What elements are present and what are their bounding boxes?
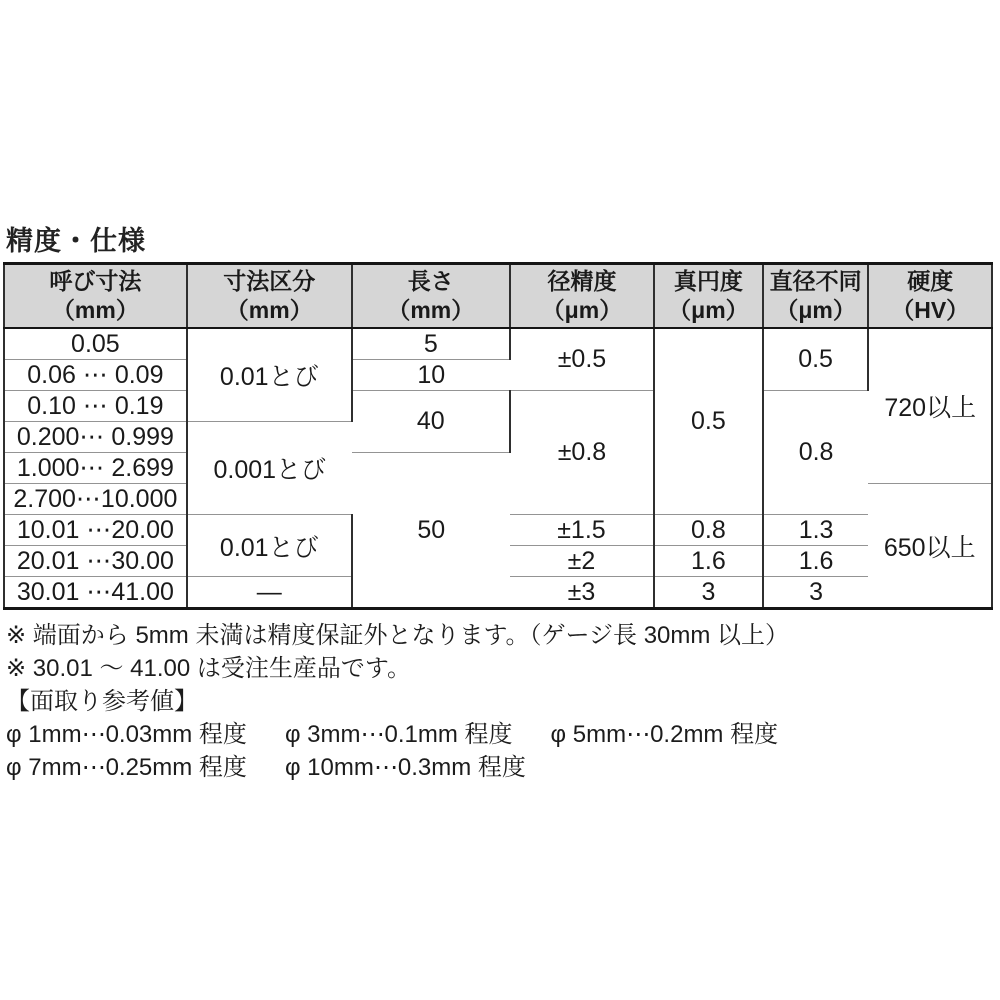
table-cell: 1.000⋯ 2.699 [4, 453, 187, 484]
note-accuracy-guarantee: ※ 端面から 5mm 未満は精度保証外となります。（ゲージ長 30mm 以上） [6, 622, 790, 649]
table-header-cell: 直径不同 （μm） [763, 264, 869, 329]
table-cell: 0.8 [763, 391, 869, 515]
table-cell: 0.01とび [187, 328, 352, 422]
table-cell: 1.6 [654, 546, 763, 577]
table-cell: 0.001とび [187, 422, 352, 515]
spec-table-body [4, 328, 992, 609]
notes-block [6, 619, 994, 784]
table-cell: ±3 [510, 577, 654, 609]
table-cell: 650以上 [868, 484, 992, 609]
table-cell: 0.8 [654, 515, 763, 546]
chamfer-line-1 [6, 718, 994, 751]
table-header-cell: 硬度 （HV） [868, 264, 992, 329]
table-cell: — [187, 577, 352, 609]
table-cell: 0.5 [763, 328, 869, 391]
table-cell: 50 [352, 453, 510, 609]
table-cell: ±0.5 [510, 328, 654, 391]
table-header-row [4, 264, 992, 329]
table-cell: 0.200⋯ 0.999 [4, 422, 187, 453]
chamfer-line-2 [6, 751, 994, 784]
table-cell: 10 [352, 360, 510, 391]
table-header-cell: 真円度 （μm） [654, 264, 763, 329]
chamfer-item: φ 10mm⋯0.3mm 程度 [284, 754, 526, 781]
table-cell: 30.01 ⋯41.00 [4, 577, 187, 609]
table-cell: 1.6 [763, 546, 869, 577]
table-cell: 3 [809, 577, 824, 606]
spec-table [3, 262, 993, 610]
table-header-cell: 径精度 （μm） [510, 264, 654, 329]
table-cell: 5 [352, 328, 510, 360]
table-cell: 2.700⋯10.000 [4, 484, 187, 515]
table-row [4, 328, 992, 360]
chamfer-item: φ 3mm⋯0.1mm 程度 [284, 721, 513, 748]
table-cell: 720以上 [868, 328, 992, 484]
table-header-cell: 寸法区分 （mm） [187, 264, 352, 329]
table-cell: ±1.5 [510, 515, 654, 546]
spec-table-head [4, 264, 992, 329]
table-cell: 10.01 ⋯20.00 [4, 515, 187, 546]
chamfer-item: φ 1mm⋯0.03mm 程度 [6, 721, 247, 748]
table-cell: 20.01 ⋯30.00 [4, 546, 187, 577]
table-cell: 0.01とび [187, 515, 352, 577]
table-header-cell: 呼び寸法 （mm） [4, 264, 187, 329]
chamfer-item: φ 7mm⋯0.25mm 程度 [6, 754, 247, 781]
table-header-cell: 長さ （mm） [352, 264, 510, 329]
table-cell: 0.06 ⋯ 0.09 [4, 360, 187, 391]
table-row [4, 391, 992, 422]
note-made-to-order: ※ 30.01 ～ 41.00 は受注生産品です。 [6, 655, 411, 682]
table-cell: 3 [654, 577, 763, 609]
chamfer-item: φ 5mm⋯0.2mm 程度 [550, 721, 779, 748]
chamfer-title: 【面取り参考値】 [6, 688, 198, 715]
table-cell: 0.05 [4, 328, 187, 360]
table-cell: 1.3 [763, 515, 869, 546]
table-cell: 0.5 [654, 328, 763, 515]
section-title: 精度・仕様 [6, 226, 146, 256]
table-cell: ±0.8 [510, 391, 654, 515]
table-cell: 0.10 ⋯ 0.19 [4, 391, 187, 422]
table-cell: 40 [352, 391, 510, 453]
table-cell: ±2 [510, 546, 654, 577]
